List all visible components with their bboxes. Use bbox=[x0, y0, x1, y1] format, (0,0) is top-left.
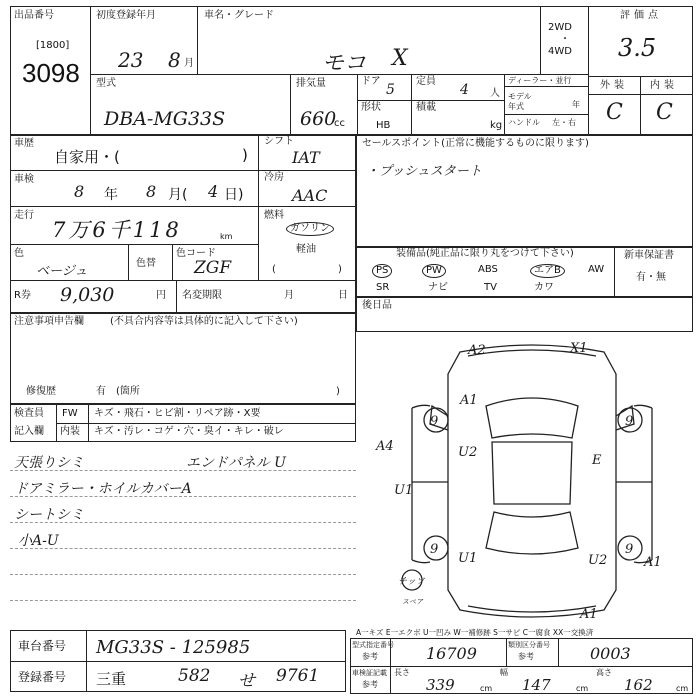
note-line: 天張りシミ bbox=[14, 455, 84, 471]
damage-mark: A1 bbox=[460, 393, 478, 408]
name-change-day: 日 bbox=[338, 290, 348, 301]
ac-label: 冷房 bbox=[264, 172, 284, 183]
equipment-label: 装備品(純正品に限り丸をつけて下さい) bbox=[396, 248, 574, 259]
divider bbox=[411, 74, 412, 136]
warranty-label: 新車保証書 bbox=[624, 250, 674, 261]
lot-code: [1800] bbox=[36, 40, 70, 51]
car-body-outline bbox=[448, 345, 616, 617]
equip-ps: PS bbox=[372, 264, 392, 278]
shaken-day: 4 bbox=[208, 182, 219, 201]
drive-4wd: 4WD bbox=[548, 46, 572, 57]
drive-2wd: 2WD bbox=[548, 22, 572, 33]
fuel-diesel: 軽油 bbox=[296, 244, 316, 255]
shaken-month: 8 bbox=[146, 182, 157, 201]
color-change-label: 色替 bbox=[136, 258, 156, 269]
damage-mark: A1 bbox=[580, 607, 598, 622]
selling-text: ・プッシュスタート bbox=[366, 164, 482, 179]
fuel-gas: ガソリン bbox=[286, 222, 334, 236]
divider bbox=[504, 114, 588, 115]
length-label: 長さ bbox=[394, 668, 410, 677]
note-rule bbox=[10, 522, 356, 523]
reg-month-unit: 月 bbox=[184, 58, 194, 69]
model-year-label: モデル年式 bbox=[508, 92, 532, 111]
shift-label: シフト bbox=[264, 136, 294, 147]
lot-label: 出品番号 bbox=[14, 10, 54, 21]
damage-mark: E bbox=[592, 453, 602, 468]
note-rule bbox=[10, 574, 356, 575]
spec-label: 型式指定番号 bbox=[352, 641, 394, 649]
equip-pw: PW bbox=[422, 264, 446, 278]
spare-label: チッソ bbox=[398, 577, 425, 587]
damage-mark: 9 bbox=[430, 414, 439, 429]
front-windshield bbox=[486, 398, 578, 438]
selling-label: セールスポイント(正常に機能するものに限ります) bbox=[362, 138, 589, 149]
shift: IAT bbox=[292, 148, 320, 167]
history-close: ) bbox=[242, 146, 248, 164]
note-rule bbox=[10, 548, 356, 549]
spare-sub: スペア bbox=[402, 598, 423, 606]
plate-class: 582 bbox=[178, 666, 211, 686]
ac: AAC bbox=[292, 186, 328, 205]
plate-label: 登録番号 bbox=[18, 670, 67, 684]
displacement: 660 bbox=[300, 108, 337, 130]
fuel-paren-close: ) bbox=[338, 264, 342, 275]
divider bbox=[197, 6, 198, 74]
damage-mark: U1 bbox=[394, 483, 414, 498]
score: 3.5 bbox=[618, 34, 657, 62]
load-unit: kg bbox=[490, 120, 503, 131]
divider bbox=[10, 170, 356, 171]
mileage: 7万6千118 bbox=[52, 218, 182, 242]
divider bbox=[10, 661, 346, 662]
lot-number: 3098 bbox=[22, 58, 80, 88]
width: 147 bbox=[522, 676, 551, 694]
disp-label: 排気量 bbox=[296, 78, 326, 89]
color-code-label: 色コード bbox=[176, 248, 216, 259]
chassis-label: 車台番号 bbox=[18, 639, 67, 653]
repair-value: 有 bbox=[96, 386, 106, 397]
int-label: 内装 bbox=[650, 80, 678, 91]
int-grade: C bbox=[656, 100, 673, 125]
fuel-label: 燃料 bbox=[264, 210, 284, 221]
shaken-month-unit: 月( bbox=[168, 187, 188, 203]
equip-abs: ABS bbox=[478, 264, 498, 275]
dealer-label: ディーラー・並行 bbox=[508, 76, 572, 85]
mileage-label: 走行 bbox=[14, 210, 34, 221]
ext-grade: C bbox=[606, 100, 623, 125]
equip-airbag: エアB bbox=[530, 264, 565, 278]
handle-label: ハンドル bbox=[508, 118, 540, 127]
cap-unit: 人 bbox=[490, 88, 500, 99]
roof bbox=[492, 442, 572, 504]
int-items: キズ・汚レ・コゲ・穴・臭イ・キレ・破レ bbox=[94, 426, 284, 437]
fw-items: キズ・飛石・ヒビ割・リペア跡・X要 bbox=[94, 408, 261, 419]
divider bbox=[176, 280, 177, 314]
width-label: 幅 bbox=[500, 668, 508, 677]
disp-unit: cc bbox=[334, 118, 345, 129]
recycle-amount: 9,030 bbox=[60, 284, 115, 306]
name-label: 車名・グレード bbox=[204, 10, 274, 21]
damage-mark: U1 bbox=[458, 551, 478, 566]
note-rule bbox=[10, 470, 356, 471]
grade: X bbox=[392, 46, 408, 71]
damage-mark: U2 bbox=[588, 553, 608, 568]
note-line: 小A-U bbox=[18, 533, 59, 549]
plate-pref: 三重 bbox=[96, 670, 127, 688]
notes-label: 注意事項申告欄 bbox=[14, 316, 84, 327]
divider bbox=[10, 244, 258, 245]
history-value: 自家用・( bbox=[54, 148, 120, 166]
dims-ref: 参考 bbox=[362, 680, 378, 689]
note-rule bbox=[10, 496, 356, 497]
cat-value: 0003 bbox=[590, 644, 631, 663]
height: 162 bbox=[624, 676, 653, 694]
divider bbox=[357, 100, 504, 101]
divider bbox=[588, 6, 589, 136]
note-line: シートシミ bbox=[14, 507, 84, 523]
divider bbox=[640, 76, 641, 136]
reg-month: 8 bbox=[168, 48, 181, 72]
cat-ref: 参考 bbox=[518, 652, 534, 661]
shaken-year: 8 bbox=[74, 182, 85, 201]
divider bbox=[540, 6, 541, 74]
damage-mark: U2 bbox=[458, 445, 478, 460]
post-label: 後日品 bbox=[362, 300, 392, 311]
fuel-paren: ( bbox=[272, 264, 276, 275]
plate-number: 9761 bbox=[276, 666, 320, 686]
car-name: モコ bbox=[322, 51, 367, 76]
note-line: ドアミラー・ホイルカバーA bbox=[14, 481, 192, 497]
width-unit: cm bbox=[576, 684, 589, 693]
dims-label: 車検証記載 bbox=[352, 669, 387, 677]
ext-label: 外装 bbox=[600, 80, 628, 91]
equip-aw: AW bbox=[588, 264, 605, 275]
divider bbox=[290, 74, 291, 136]
divider bbox=[172, 244, 173, 280]
divider bbox=[588, 94, 693, 95]
divider bbox=[90, 6, 91, 136]
height-unit: cm bbox=[676, 684, 689, 693]
name-change-label: 名変期限 bbox=[182, 290, 222, 301]
equip-sr: SR bbox=[376, 282, 390, 293]
divider bbox=[258, 206, 356, 207]
repair-label: 修復歴 bbox=[26, 386, 56, 397]
color: ベージュ bbox=[36, 264, 88, 279]
divider bbox=[258, 134, 259, 280]
divider bbox=[614, 246, 615, 298]
shaken-label: 車検 bbox=[14, 174, 34, 185]
divider bbox=[588, 76, 693, 77]
capacity: 4 bbox=[460, 82, 469, 98]
rear-window bbox=[486, 512, 578, 554]
divider bbox=[506, 638, 507, 666]
divider bbox=[10, 206, 258, 207]
divider bbox=[504, 74, 505, 136]
selling-frame bbox=[356, 134, 693, 248]
post-frame bbox=[356, 296, 693, 332]
reg-label: 初度登録年月 bbox=[96, 10, 156, 21]
doors: 5 bbox=[386, 82, 395, 98]
fw-label: FW bbox=[62, 408, 78, 419]
height-label: 高さ bbox=[596, 668, 612, 677]
spec-ref: 参考 bbox=[362, 652, 378, 661]
history-label: 車歴 bbox=[14, 138, 34, 149]
divider bbox=[357, 74, 358, 136]
equip-tv: TV bbox=[484, 282, 497, 293]
equip-navi: ナビ bbox=[428, 282, 448, 293]
cat-label: 類別区分番号 bbox=[508, 641, 550, 649]
divider bbox=[558, 638, 559, 666]
note-rule bbox=[10, 600, 356, 601]
inspector-label-2: 記入欄 bbox=[14, 426, 44, 437]
inspector-label: 検査員 bbox=[14, 408, 44, 419]
equip-leather: カワ bbox=[534, 282, 554, 293]
score-label: 評価点 bbox=[620, 10, 662, 21]
handle-options: 左・右 bbox=[552, 118, 576, 127]
cap-label: 定員 bbox=[416, 76, 436, 87]
note-line: エンドパネル U bbox=[186, 455, 286, 471]
drive-sep: ・ bbox=[560, 34, 570, 45]
load-label: 積載 bbox=[416, 102, 436, 113]
door-label: ドア bbox=[361, 76, 381, 87]
length-unit: cm bbox=[480, 684, 493, 693]
repair-places: (箇所 bbox=[116, 386, 140, 397]
divider bbox=[10, 280, 356, 281]
recycle-label: R券 bbox=[14, 290, 31, 301]
damage-mark: A4 bbox=[376, 439, 394, 454]
divider bbox=[56, 423, 356, 424]
length: 339 bbox=[426, 676, 455, 694]
warranty-value: 有・無 bbox=[636, 272, 666, 283]
model-label: 型式 bbox=[96, 78, 116, 89]
car-diagram bbox=[372, 334, 692, 626]
int-check-label: 内装 bbox=[60, 426, 80, 437]
reg-year: 23 bbox=[118, 48, 144, 72]
shape-label: 形状 bbox=[361, 102, 381, 113]
color-code: ZGF bbox=[194, 258, 232, 278]
recycle-unit: 円 bbox=[156, 290, 166, 301]
chassis-number: MG33S - 125985 bbox=[96, 637, 251, 658]
damage-mark: A2 bbox=[468, 343, 486, 358]
shaken-year-unit: 年 bbox=[104, 187, 118, 203]
divider bbox=[350, 666, 693, 667]
spec-value: 16709 bbox=[426, 644, 477, 663]
divider bbox=[504, 86, 588, 87]
damage-mark: 9 bbox=[625, 414, 634, 429]
notes-hint: (不具合内容等は具体的に記入して下さい) bbox=[110, 316, 298, 327]
mileage-unit: km bbox=[220, 232, 233, 241]
damage-mark: 9 bbox=[430, 542, 439, 557]
model-year-unit: 年 bbox=[572, 100, 580, 109]
name-change-month: 月 bbox=[284, 290, 294, 301]
divider bbox=[128, 244, 129, 280]
damage-legend: A一キズ E一エクボ U一凹み W一補修跡 S一サビ C一腐食 XX一交換済 bbox=[356, 628, 594, 637]
shaken-day-unit: 日) bbox=[224, 187, 244, 203]
repair-close: ) bbox=[336, 386, 340, 397]
shape: HB bbox=[376, 120, 391, 131]
plate-kana: せ bbox=[238, 671, 255, 691]
damage-mark: 9 bbox=[625, 542, 634, 557]
right-side bbox=[634, 405, 652, 562]
damage-mark: A1 bbox=[644, 555, 662, 570]
model: DBA-MG33S bbox=[104, 108, 226, 130]
color-label: 色 bbox=[14, 248, 24, 259]
rear-bumper bbox=[468, 606, 596, 612]
damage-mark: X1 bbox=[570, 341, 588, 356]
